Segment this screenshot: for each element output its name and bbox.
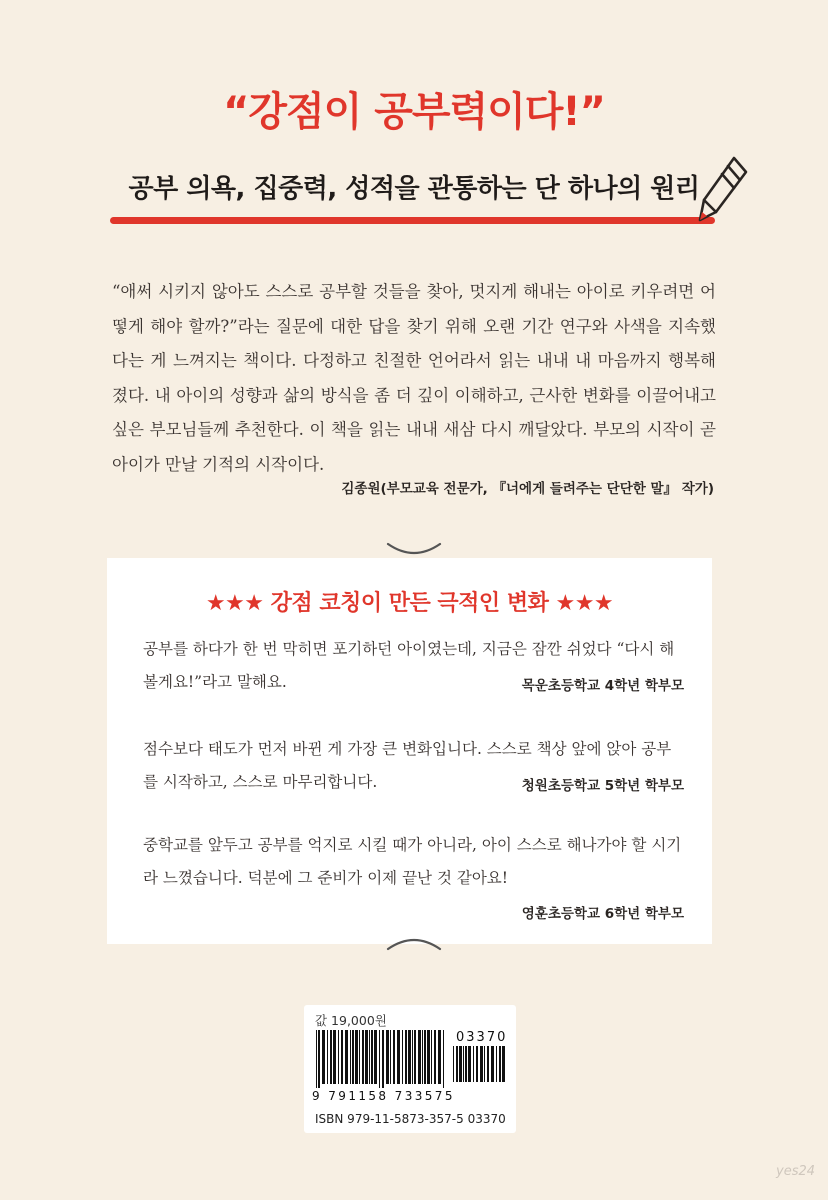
barcode-addon xyxy=(452,1046,507,1086)
review-text: 공부를 하다가 한 번 막히면 포기하던 아이였는데, 지금은 잠깐 쉬었다 “다시 해볼게요!”라고 말해요. xyxy=(143,640,675,691)
isbn-line: ISBN 979-11-5873-357-5 03370 xyxy=(315,1112,506,1126)
arc-ornament-bottom xyxy=(384,935,444,951)
review-author: 영훈초등학교 6학년 학부모 xyxy=(521,906,684,922)
ean-digits: 9 791158 733575 xyxy=(312,1089,455,1103)
watermark: yes24 xyxy=(776,1164,816,1179)
arc-ornament-top xyxy=(384,540,444,556)
review-author: 청원초등학교 5학년 학부모 xyxy=(521,778,684,794)
review-text: 중학교를 앞두고 공부를 억지로 시킬 때가 아니라, 아이 스스로 해나가야 할 시기라 느꼈습니다. 덕분에 그 준비가 이제 끝난 것 같아요! xyxy=(143,836,682,887)
endorsement-quote: “애써 시키지 않아도 스스로 공부할 것들을 찾아, 멋지게 해내는 아이로 키우려면 어떻게 해야 할까?”라는 질문에 대한 답을 찾기 위해 오랜 기간 연구와 사색을 지속했다는 게 느껴지는 책이다. 다정하고 친절한 언어라서 읽는 내내 내 마음까지 행복해졌다. 내 아이의 성향과 삶의 방식을 좀 더 깊이 이해하고, 근사한 변화를 이끌어내고 싶은 부모님들께 추천한다. 이 책을 읽는 내내 새삼 다시 깨달았다. 부모의 시작이 곧 아이가 만날 기적의 시작이다. xyxy=(112,282,716,474)
review-author: 목운초등학교 4학년 학부모 xyxy=(521,678,684,694)
review-text: 점수보다 태도가 먼저 바뀐 게 가장 큰 변화입니다. 스스로 책상 앞에 앉아 공부를 시작하고, 스스로 마무리합니다. xyxy=(143,740,672,791)
price-label: 값 19,000원 xyxy=(315,1013,387,1028)
endorsement-credit: 김종원(부모교육 전문가, 『너에게 들려주는 단단한 말』 작가) xyxy=(341,481,714,497)
review-title: ★★★ 강점 코칭이 만든 극적인 변화 ★★★ xyxy=(205,591,614,616)
barcode-main xyxy=(315,1030,447,1088)
headline: “강점이 공부력이다!” xyxy=(223,89,605,135)
addon-code: 03370 xyxy=(456,1030,508,1045)
red-underline xyxy=(110,217,715,224)
subtitle: 공부 의욕, 집중력, 성적을 관통하는 단 하나의 원리 xyxy=(128,174,700,204)
pencil-icon xyxy=(690,150,750,230)
